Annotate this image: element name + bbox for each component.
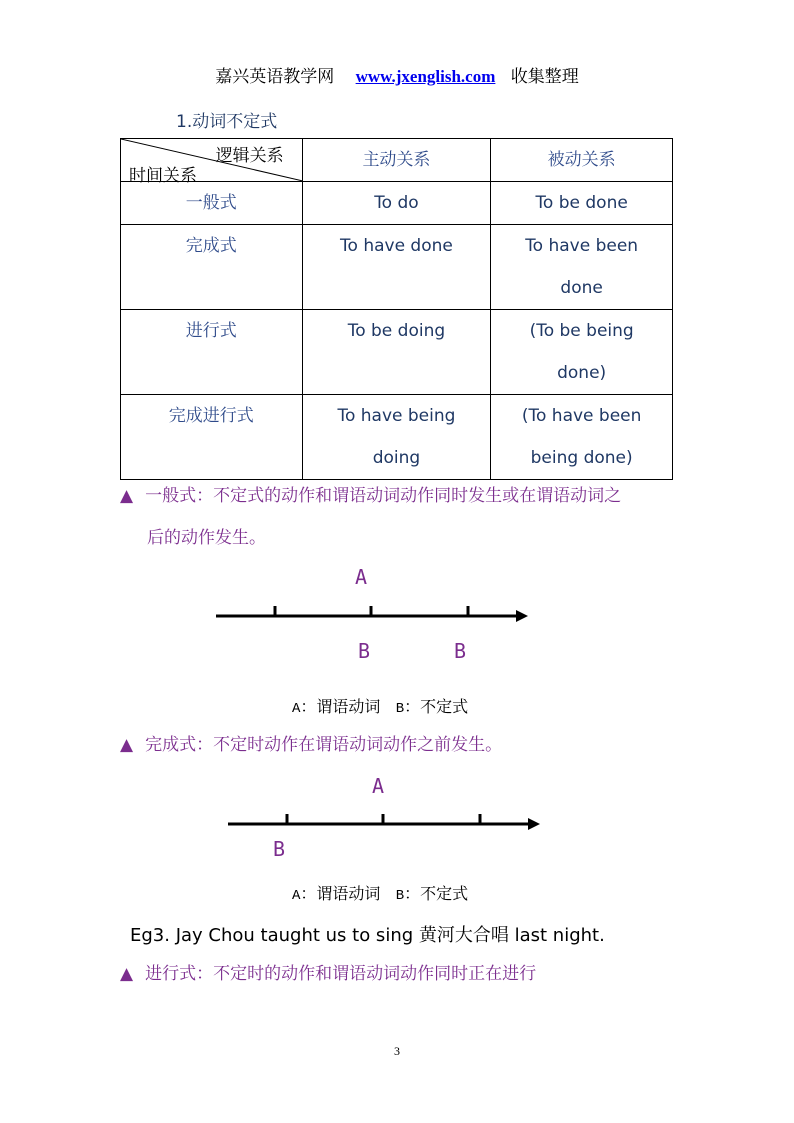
table-row	[121, 225, 673, 310]
row-label: 完成式	[121, 225, 303, 310]
example-sentence: Eg3. Jay Chou taught us to sing 黄河大合唱 last night.	[130, 925, 605, 946]
cell-passive: (To be being done)	[491, 310, 673, 395]
note-perfect	[120, 724, 502, 766]
note-simple-line1: 一般式：不定式的动作和谓语动词动作同时发生或在谓语动词之	[145, 486, 622, 506]
timeline1-label-a: A	[355, 565, 368, 589]
note-simple-line2: 后的动作发生。	[147, 528, 266, 548]
header-right: 收集整理	[510, 67, 579, 87]
timeline1-label-b2: B	[454, 639, 467, 663]
legend-1	[292, 694, 468, 717]
triangle-icon: ▲	[120, 486, 134, 506]
timeline2-label-a: A	[372, 774, 385, 798]
triangle-icon: ▲	[120, 964, 134, 984]
table-row	[121, 395, 673, 480]
timeline2-arrow	[226, 806, 546, 836]
cell-active: To do	[302, 182, 491, 225]
table-corner-cell	[121, 139, 303, 186]
legend-b-key: B	[395, 888, 405, 904]
header-site-link[interactable]: www.jxenglish.com	[355, 67, 496, 86]
table-row	[121, 182, 673, 225]
corner-top-label: 逻辑关系	[215, 146, 284, 166]
row-label: 完成进行式	[121, 395, 303, 480]
legend-b-key: B	[395, 701, 405, 717]
row-label: 一般式	[121, 182, 303, 225]
infinitive-forms-table	[120, 138, 673, 480]
cell-active: To be doing	[302, 310, 491, 395]
column-header-passive: 被动关系	[491, 139, 673, 182]
section-title: 1.动词不定式	[176, 112, 278, 132]
note-simple	[120, 475, 621, 517]
cell-passive: (To have been being done)	[491, 395, 673, 480]
page-header	[0, 62, 794, 87]
table-row	[121, 310, 673, 395]
legend-a-text: ：谓语动词	[300, 884, 381, 903]
note-progressive-text: 进行式：不定时的动作和谓语动词动作同时正在进行	[145, 964, 537, 984]
legend-a-key: A	[292, 701, 301, 717]
timeline1-arrow	[214, 598, 534, 628]
triangle-icon: ▲	[120, 735, 134, 755]
row-label: 进行式	[121, 310, 303, 395]
note-perfect-text: 完成式：不定时动作在谓语动词动作之前发生。	[145, 735, 503, 755]
legend-b-text: ：不定式	[404, 697, 469, 716]
corner-bottom-label: 时间关系	[129, 166, 197, 186]
cell-active: To have done	[302, 225, 491, 310]
legend-a-text: ：谓语动词	[300, 697, 381, 716]
legend-2	[292, 881, 468, 904]
legend-b-text: ：不定式	[404, 884, 469, 903]
note-progressive	[120, 953, 536, 995]
column-header-active: 主动关系	[302, 139, 491, 182]
cell-passive: To be done	[491, 182, 673, 225]
table-header-row	[121, 139, 673, 182]
timeline1-label-b1: B	[358, 639, 371, 663]
cell-active: To have being doing	[302, 395, 491, 480]
page-number: 3	[394, 1044, 400, 1058]
legend-a-key: A	[292, 888, 301, 904]
header-left: 嘉兴英语教学网	[215, 67, 335, 87]
cell-passive: To have been done	[491, 225, 673, 310]
timeline2-label-b: B	[273, 837, 286, 861]
